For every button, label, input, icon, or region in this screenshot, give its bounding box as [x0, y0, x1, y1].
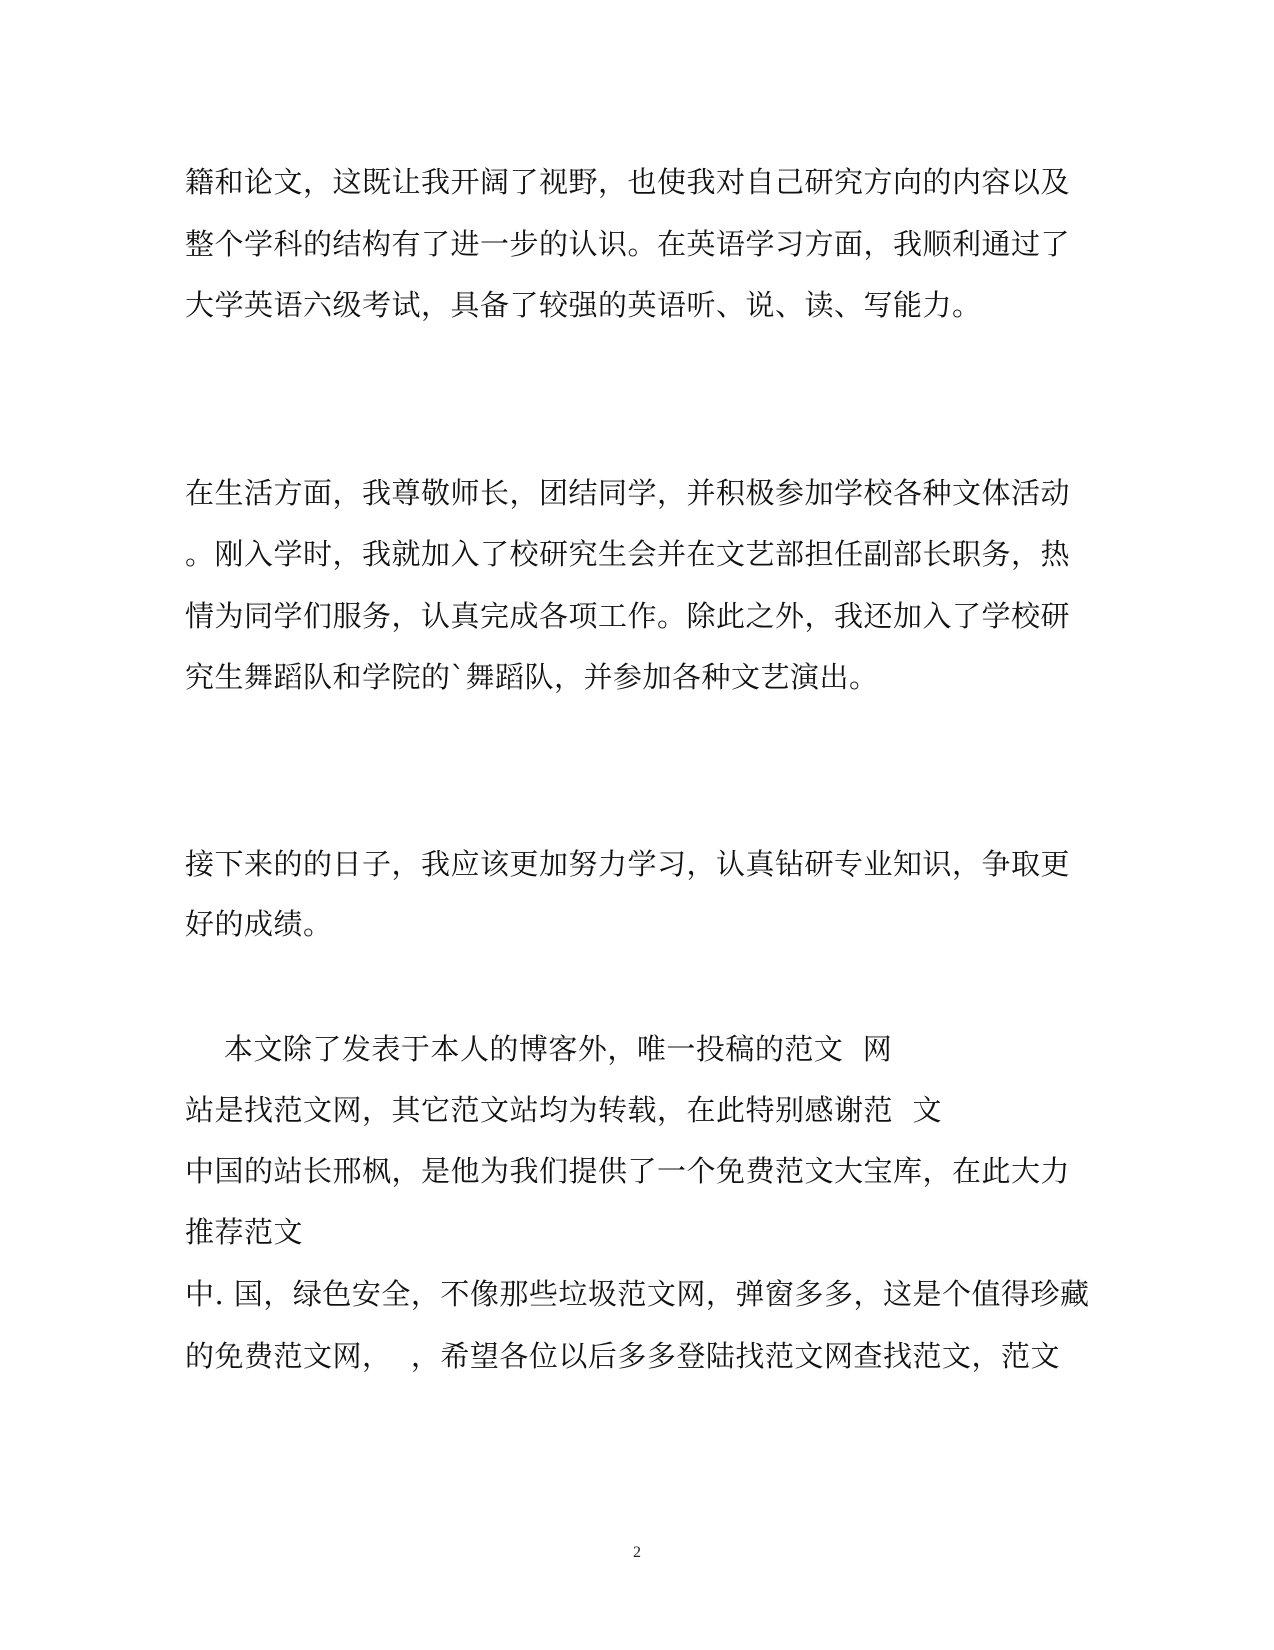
- text-line: 大学英语六级考试，具备了较强的英语听、说、读、写能力。: [185, 288, 982, 322]
- text-line: 站是找范文网，其它范文站均为转载，在此特别感谢范 文: [185, 1093, 942, 1127]
- text-line: 中国的站长邢枫，是他为我们提供了一个免费范文大宝库，在此大力: [185, 1154, 1071, 1188]
- text-line: 推荐范文: [185, 1215, 304, 1249]
- text-line: 。刚入学时，我就加入了校研究生会并在文艺部担任副部长职务，热: [185, 537, 1071, 571]
- text-line: 情为同学们服务，认真完成各项工作。除此之外，我还加入了学校研: [185, 599, 1071, 633]
- text-line: 的免费范文网， ，希望各位以后多多登陆找范文网查找范文，范文: [185, 1339, 1060, 1373]
- page-number: 2: [633, 1544, 641, 1561]
- text-line: 接下来的的日子，我应该更加努力学习，认真钻研专业知识，争取更: [185, 847, 1071, 881]
- text-line: 好的成绩。: [185, 907, 333, 941]
- text-line: 籍和论文，这既让我开阔了视野，也使我对自己研究方向的内容以及: [185, 165, 1071, 199]
- text-line: 究生舞蹈队和学院的`舞蹈队，并参加各种文艺演出。: [185, 660, 879, 694]
- text-line: 在生活方面，我尊敬师长，团结同学，并积极参加学校各种文体活动: [185, 476, 1071, 510]
- text-line: 整个学科的结构有了进一步的认识。在英语学习方面，我顺利通过了: [185, 227, 1071, 261]
- text-line: 中. 国，绿色安全，不像那些垃圾范文网，弹窗多多，这是个值得珍藏: [185, 1277, 1090, 1311]
- text-line: 本文除了发表于本人的博客外，唯一投稿的范文 网: [185, 1032, 893, 1066]
